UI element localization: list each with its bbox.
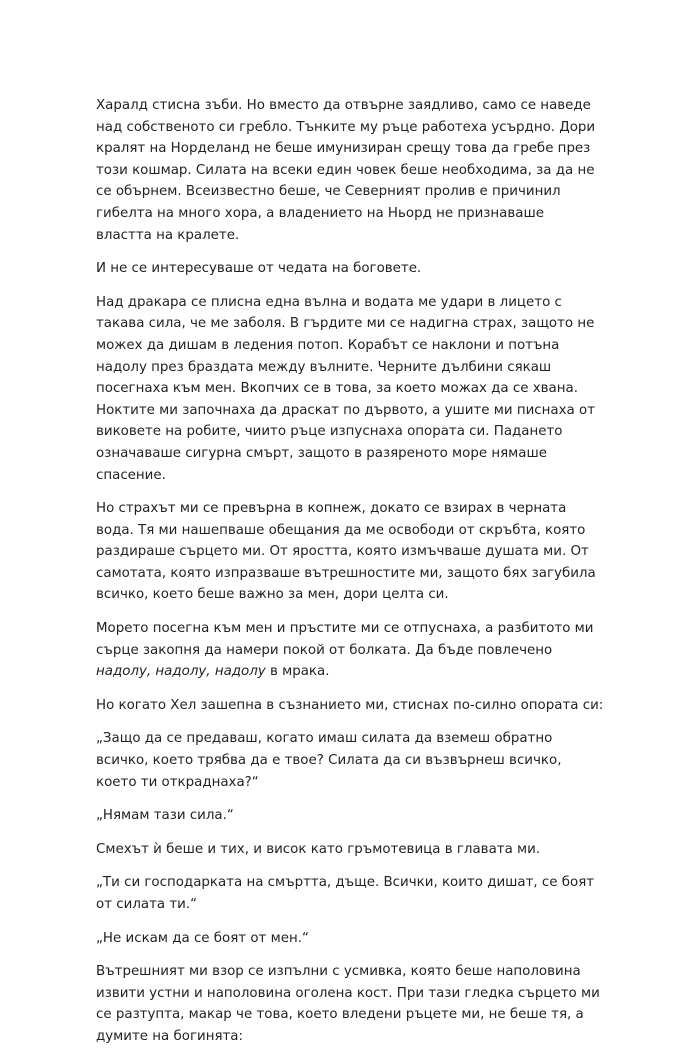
paragraph-7: „Защо да се предаваш, когато имаш силата да вземеш обратно всичко, което трябва да е твое? Силата да си възвърнеш всичко, което ти откраднаха?“ (96, 731, 562, 790)
paragraph-5-italic: надолу, надолу, надолу (96, 664, 266, 680)
paragraph-6: Но когато Хел зашепна в съзнанието ми, стиснах по-силно опората си: (96, 697, 604, 713)
paragraph-1: Харалд стисна зъби. Но вместо да отвърне заядливо, само се наведе над собственото си гребло. Тънките му ръце работеха усърдно. Дори кралят на Норделанд не беше имунизиран срещу това да гребе през този кошмар. Силата на всеки един човек беше необходима, за да не се обърнем. Всеизвестно беше, че Северният пролив е причинил гибелта на много хора, а владението на Ньорд не признаваше властта на кралете. (96, 98, 596, 243)
paragraph-10: „Ти си господарката на смъртта, дъще. Всички, които дишат, се боят от силата ти.“ (96, 875, 595, 912)
paragraph-11: „Не искам да се боят от мен.“ (96, 930, 309, 946)
body-text (96, 95, 604, 1060)
paragraph-5 (96, 618, 604, 683)
paragraph-12: Вътрешният ми взор се изпълни с усмивка, която беше наполовина извити устни и наполовина оголена кост. При тази гледка сърцето ми се разтупта, макар че това, което вледени ръцете ми, не беше тя, а думите на богинята: (96, 964, 600, 1044)
paragraph-5-tail: в мрака. (265, 664, 330, 680)
paragraph-9: Смехът ѝ беше и тих, и висок като гръмотевица в главата ми. (96, 841, 541, 857)
paragraph-5-lead: Морето посегна към мен и пръстите ми се отпуснаха, а разбитото ми сърце закопня да намери покой от болката. Да бъде повлечено (96, 621, 594, 658)
paragraph-4: Но страхът ми се превърна в копнеж, докато се взирах в черната вода. Тя ми нашепваше обещания да ме освободи от скръбта, която раздираше сърцето ми. От яростта, която измъчваше душата ми. От самотата, която изпразваше вътрешностите ми, защото бях загубила всичко, което беше важно за мен, дори целта си. (96, 501, 596, 603)
paragraph-8: „Нямам тази сила.“ (96, 808, 234, 824)
paragraph-2: И не се интересуваше от чедата на боговете. (96, 261, 422, 277)
paragraph-3: Над дракара се плисна една вълна и водата ме удари в лицето с такава сила, че ме заболя. В гърдите ми се надигна страх, защото не можех да дишам в ледения потоп. Корабът се наклони и потъна надолу през браздата между вълните. Черните дълбини сякаш посегнаха към мен. Вкопчих се в това, за което можах да се хвана. Ноктите ми започнаха да драскат по дървото, а ушите ми писнаха от виковете на робите, чиито ръце изпуснаха опората си. Падането означаваше сигурна смърт, защото в разяреното море нямаше спасение. (96, 294, 596, 483)
